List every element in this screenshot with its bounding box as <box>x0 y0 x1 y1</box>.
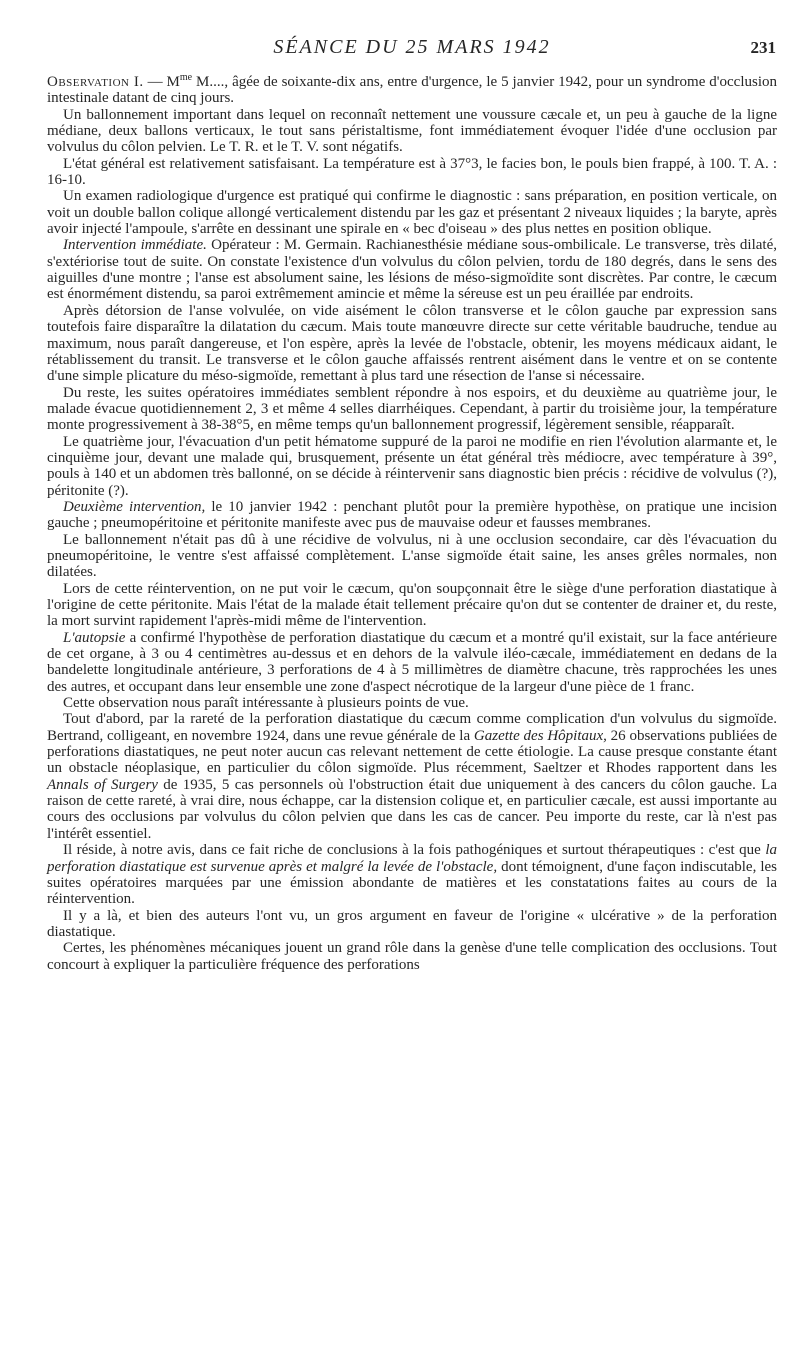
page-header <box>48 36 776 70</box>
paragraph <box>47 499 777 532</box>
paragraph <box>47 237 777 302</box>
paragraph-text: de 1935, 5 cas personnels où l'obstruction était due uniquement à des cancers du côlon gauche. La raison de cette rareté, à vrai dire, nous échappe, car la distension colique et, en particulier cæcale, est aussi importante au cours des occlusions par volvulus du côlon pelvien que dans les cas de cancer. Peu importe du reste, car là n'est pas l'intérêt essentiel. <box>47 776 777 842</box>
article-body <box>47 74 777 973</box>
paragraph: Cette observation nous paraît intéressante à plusieurs points de vue. <box>63 695 469 712</box>
paragraph <box>47 630 777 695</box>
paragraph: Certes, les phénomènes mécaniques jouent un grand rôle dans la genèse d'une telle complication des occlusions. Tout concourt à expliquer la particulière fréquence des perforations <box>47 940 777 973</box>
emphasis-text: la perforation diastatique est survenue après et malgré la levée de l'obstacle, <box>47 842 777 875</box>
paragraph-text: Tout d'abord, par la rareté de la perforation diastatique du cæcum comme complication d'un volvulus du sigmoïde. Bertrand, colligeant, en novembre 1924, dans une revue générale de la <box>47 711 777 744</box>
paragraph-text: Il réside, à notre avis, dans ce fait riche de conclusions à la fois pathogéniques et surtout thérapeutiques : c'est que <box>63 842 766 859</box>
observation-label: Observation I. <box>47 74 144 90</box>
paragraph: Il y a là, et bien des auteurs l'ont vu, un gros argument en faveur de l'origine « ulcérative » de la perforation diastatique. <box>47 907 777 940</box>
paragraph <box>47 842 777 907</box>
observation-superscript: me <box>179 72 193 83</box>
paragraph: Du reste, les suites opératoires immédiates semblent répondre à nos espoirs, et du deuxième au quatrième jour, le malade évacue quotidiennement 2, 3 et même 4 selles diarrhéiques. Cependant, à partir du troisième jour, la température monte progressivement à 38-38°5, en même temps qu'un ballonnement progressif, légèrement sensible, réapparaît. <box>47 384 777 434</box>
observation-dash: — M <box>143 74 180 90</box>
journal-title: Gazette des Hôpitaux, <box>473 727 607 744</box>
paragraph: Lors de cette réintervention, on ne put voir le cæcum, qu'on soupçonnait être le siège d'une perforation diastatique à l'origine de cette péritonite. Mais l'état de la malade était tellement précaire qu'on dut se contenter de drainer et, du reste, la mort survint rapidement l'après-midi même de l'intervention. <box>47 580 777 630</box>
paragraph: Le quatrième jour, l'évacuation d'un petit hématome suppuré de la paroi ne modifie en rien l'évolution alarmante et, le cinquième jour, devant une malade qui, brusquement, présente un état général très médiocre, avec température à 39°, pouls à 140 et un abdomen très ballonné, on se décide à réintervenir sans diagnostic bien précis : récidive de volvulus (?), péritonite (?). <box>47 433 777 499</box>
paragraph: Après détorsion de l'anse volvulée, on vide aisément le côlon transverse et le côlon gauche par expression sans toutefois faire disparaître la dilatation du cæcum. Mais toute manœuvre directe sur cette véritable baudruche, tendue au maximum, nous paraît dangereuse, et l'on espère, après la levée de l'obstacle, obtenir, les moyens médicaux aidant, le rétablissement du transit. Le transverse et le côlon gauche affaissés rentrent aisément dans le ventre et on se contente d'une simple plicature du méso-sigmoïde, remettant à plus tard une résection de l'anse si nécessaire. <box>47 302 777 385</box>
observation-intro <box>47 74 777 107</box>
paragraph <box>47 711 777 842</box>
observation-text: M...., âgée de soixante-dix ans, entre d'urgence, le 5 janvier 1942, pour un syndrome d'occlusion intestinale datant de cinq jours. <box>47 74 777 107</box>
journal-title: Annals of Surgery <box>47 776 158 793</box>
paragraph-text: dont témoignent, d'une façon indiscutable, les suites opératoires marquées par une émission abondante de matières et les constatations faites au cours de la réintervention. <box>47 858 777 908</box>
running-title: SÉANCE DU 25 MARS 1942 <box>273 36 551 58</box>
section-heading: L'autopsie <box>63 629 126 646</box>
paragraph: L'état général est relativement satisfaisant. La température est à 37°3, le facies bon, le pouls bien frappé, à 100. T. A. : 16-10. <box>47 155 777 189</box>
paragraph: Le ballonnement n'était pas dû à une récidive de volvulus, ni à une occlusion secondaire, car dès l'évacuation du pneumopéritoine, le ventre s'est affaissé complètement. L'anse sigmoïde était saine, les anses grêles normales, non dilatées. <box>47 531 777 581</box>
paragraph-text: 26 observations publiées de perforations diastatiques, ne peut noter aucun cas relevant nettement de cette étiologie. La cause presque constante étant un obstacle néoplasique, en particulier du côlon sigmoïde. Plus récemment, Saeltzer et Rhodes rapportent dans les <box>47 727 778 777</box>
paragraph-text: Opérateur : M. Germain. Rachianesthésie médiane sous-ombilicale. Le transverse, très dilaté, s'extériorise tout de suite. On constate l'existence d'un volvulus du côlon pelvien, tordu de 180 degrés, dans le sens des aiguilles d'une montre ; l'anse est absolument saine, les lésions de méso-sigmoïdite sont discrètes. Par contre, le cæcum est énormément distendu, sa paroi extrêmement amincie et même la séreuse est un peu éraillée par endroits. <box>47 237 777 303</box>
page-number: 231 <box>750 38 776 57</box>
paragraph: Un ballonnement important dans lequel on reconnaît nettement une voussure cæcale et, un peu à gauche de la ligne médiane, deux ballons verticaux, le tout sans péristaltisme, font immédiatement évoquer l'idée d'une occlusion par volvulus du côlon pelvien. Le T. R. et le T. V. sont négatifs. <box>47 106 777 156</box>
paragraph: Un examen radiologique d'urgence est pratiqué qui confirme le diagnostic : sans préparation, en position verticale, on voit un double ballon colique allongé verticalement distendu par les gaz et présentant 2 niveaux liquides ; la baryte, après avoir injecté l'ampoule, s'arrête en dessinant une spirale en « bec d'oiseau » des plus nettes en position oblique. <box>47 188 777 238</box>
section-heading: Intervention immédiate. <box>63 237 207 254</box>
paragraph-text: le 10 janvier 1942 : penchant plutôt pour la première hypothèse, on pratique une incision gauche ; pneumopéritoine et péritonite manifeste avec pus de mauvaise odeur et fausses membranes. <box>47 498 777 532</box>
section-heading: Deuxième intervention, <box>63 498 206 515</box>
paragraph-text: a confirmé l'hypothèse de perforation diastatique du cæcum et a montré qu'il existait, sur la face antérieure de cet organe, à 3 ou 4 centimètres au-dessus et en dehors de la valvule iléo-cæcale, immédiatement en dedans de la bandelette longitudinale antérieure, 3 perforations de 4 à 5 millimètres de diamètre chacune, très rapprochées les unes des autres, et occupant dans leur ensemble une zone d'aspect nécrotique de la largeur d'une pièce de 1 franc. <box>47 629 777 695</box>
